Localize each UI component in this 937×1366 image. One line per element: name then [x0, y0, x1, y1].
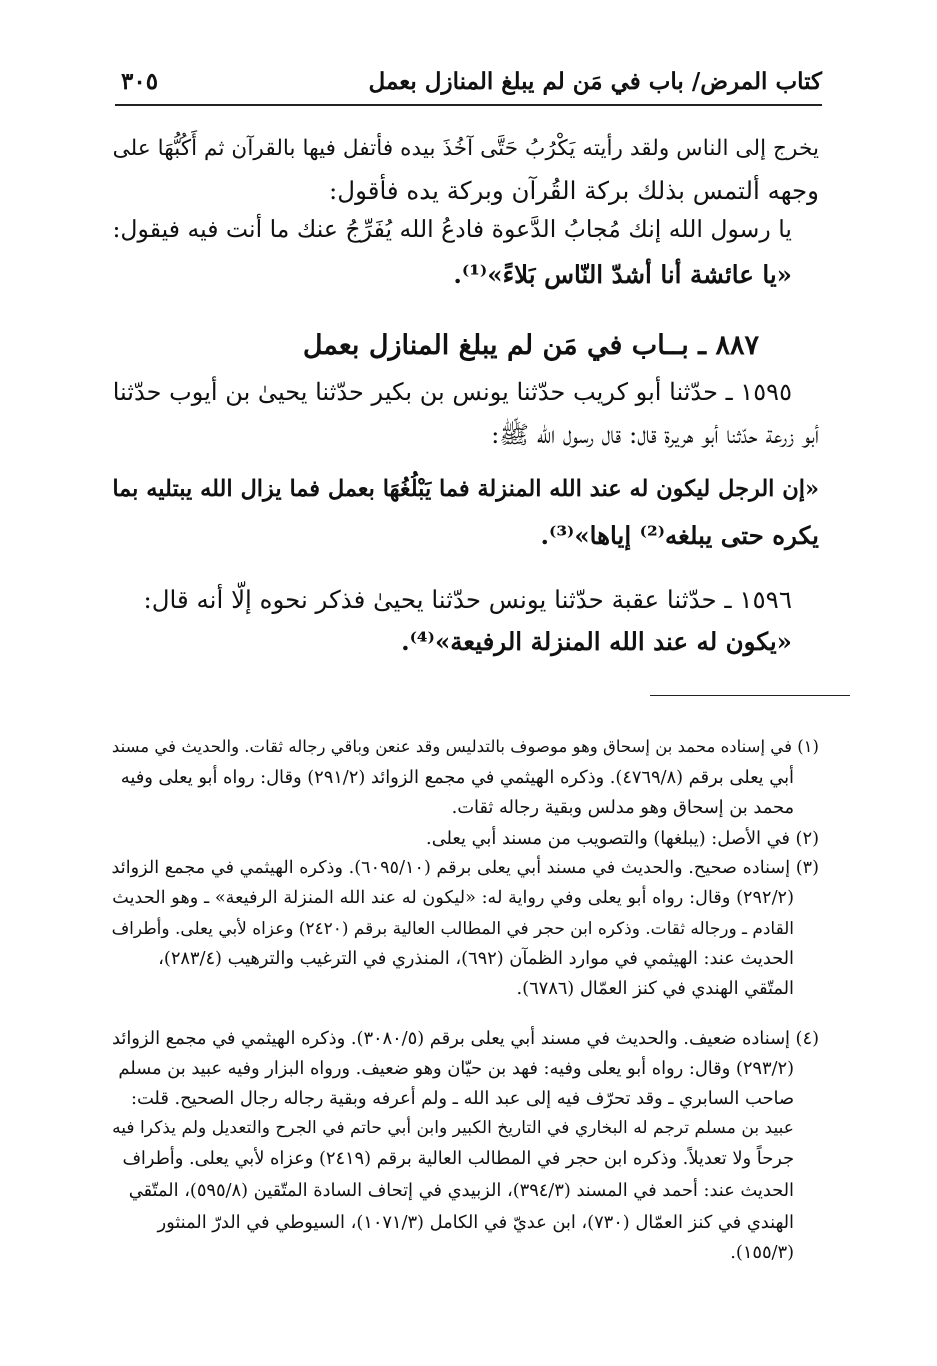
footnote-4-line-7: الهندي في كنز العمّال (٧٣٠)، ابن عديّ في الكامل (١٠٧١/٣)، السيوطي في الدرّ المنثور — [157, 1212, 794, 1233]
footnote-4-line-4: عبيد بن مسلم ترجم له البخاري في التاريخ الكبير وابن أبي حاتم في الجرح والتعديل ولم يذكرا فيه — [112, 1118, 794, 1138]
header-rule — [115, 104, 822, 106]
footnote-1-line-1: (١) في إسناده محمد بن إسحاق وهو موصوف بالتدليس وقد عنعن وباقي رجاله ثقات. والحديث في مسند — [111, 737, 819, 756]
body-line-3: يا رسول الله إنك مُجابُ الدَّعوة فادعُ الله يُفَرِّجُ عنك ما أنت فيه فيقول: — [112, 215, 792, 243]
hadith-quote-1: «يا عائشة أنا أشدّ النّاس بَلاءً»⁽¹⁾. — [453, 260, 792, 289]
footnote-1-line-3: محمد بن إسحاق وهو مدلس وبقية رجاله ثقات. — [451, 797, 794, 818]
footnote-4-line-3: صاحب السابري ـ وقد تحرّف فيه إلى عبد الله ـ ولم أعرفه وبقية رجاله رجال الصحيح. قلت: — [130, 1088, 794, 1109]
footnote-1-line-2: أبي يعلى برقم (٤٧٦٩/٨). وذكره الهيثمي في مجمع الزوائد (٢٩١/٢) وقال: رواه أبو يعلى وفيه — [120, 767, 794, 788]
hadith-1596-text: «يكون له عند الله المنزلة الرفيعة»⁽⁴⁾. — [401, 627, 792, 656]
footnote-4-line-8: (١٥٥/٣). — [730, 1242, 794, 1263]
hadith-1595-chain-1: ١٥٩٥ ـ حدّثنا أبو كريب حدّثنا يونس بن بكير حدّثنا يحيىٰ بن أيوب حدّثنا — [112, 378, 792, 406]
hadith-1596-chain: ١٥٩٦ ـ حدّثنا عقبة حدّثنا يونس حدّثنا يحيىٰ فذكر نحوه إلّا أنه قال: — [143, 585, 792, 614]
footnote-3-line-1: (٣) إسناده صحيح. والحديث في مسند أبي يعلى برقم (٦٠٩٥/١٠). وذكره الهيثمي في مجمع الزوائد — [111, 858, 819, 878]
footnote-3-line-4: الحديث عند: الهيثمي في موارد الظمآن (٦٩٢)، المنذري في الترغيب والترهيب (٢٨٣/٤)، — [158, 948, 794, 969]
running-header — [115, 62, 822, 106]
footnote-separator — [650, 695, 850, 696]
hadith-1595-chain-2: أبو زرعة حدّثنا أبو هريرة قال: قال رسول الله ﷺ: — [491, 420, 819, 449]
footnote-4-line-2: (٢٩٣/٢) وقال: رواه أبو يعلى وفيه: فهد بن حيّان وهو ضعيف. ورواه البزار وفيه عبيد بن مسلم — [118, 1058, 794, 1079]
chapter-heading: ٨٨٧ ـ بــاب في مَن لم يبلغ المنازل بعمل — [302, 330, 759, 361]
hadith-1595-text-1: «إن الرجل ليكون له عند الله المنزلة فما يَبْلُغُهَا بعمل فما يزال الله يبتليه بما — [112, 476, 819, 502]
footnote-4-line-6: الحديث عند: أحمد في المسند (٣٩٤/٣)، الزبيدي في إتحاف السادة المتّقين (٥٩٥/٨)، المتّقي — [128, 1180, 794, 1201]
footnote-2: (٢) في الأصل: (يبلغها) والتصويب من مسند أبي يعلى. — [426, 828, 819, 849]
footnote-3-line-5: المتّقي الهندي في كنز العمّال (٦٧٨٦). — [516, 978, 794, 999]
footnote-3-line-3: القادم ـ ورجاله ثقات. وذكره ابن حجر في المطالب العالية برقم (٢٤٢٠) وعزاه لأبي يعلى. وأطراف — [111, 918, 794, 938]
footnote-4-line-5: جرحاً ولا تعديلاً. وذكره ابن حجر في المطالب العالية برقم (٢٤١٩) وعزاه لأبي يعلى. وأطراف — [122, 1148, 794, 1169]
body-line-2: وجهه ألتمس بذلك بركة القُرآن وبركة يده فأقول: — [329, 176, 819, 205]
footnote-3-line-2: (٢٩٢/٢) وقال: رواه أبو يعلى وفي رواية له: «ليكون له عند الله المنزلة الرفيعة» ـ وهو الحديث — [112, 888, 794, 908]
footnote-4-line-1: (٤) إسناده ضعيف. والحديث في مسند أبي يعلى برقم (٣٠٨٠/٥). وذكره الهيثمي في مجمع الزوائد — [112, 1028, 819, 1049]
header-title: كتاب المرض/ باب في مَن لم يبلغ المنازل بعمل — [368, 68, 822, 95]
body-line-1: يخرج إلى الناس ولقد رأيته يَكْرُبُ حَتَّى آخُذَ بيده فأتفل فيها بالقرآن ثم أَكُبُّهَا على — [112, 136, 819, 161]
page-number: ٣٠٥ — [121, 68, 159, 95]
hadith-1595-text-2: يكره حتى يبلغه⁽²⁾ إياها»⁽³⁾. — [540, 521, 819, 550]
